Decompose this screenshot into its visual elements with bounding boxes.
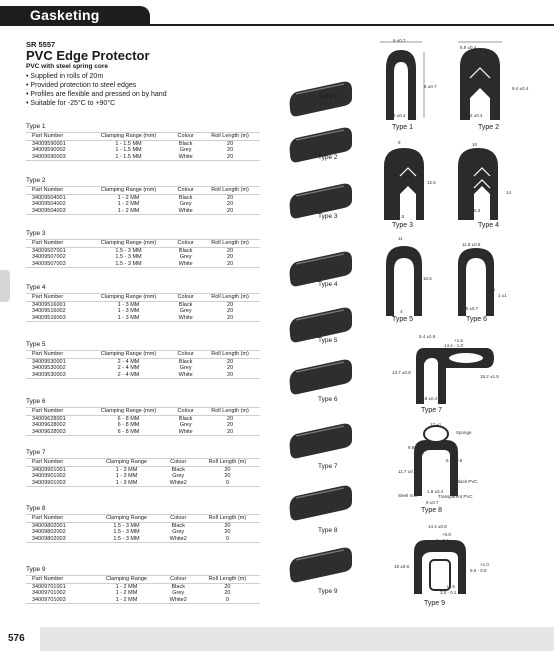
- table-cell: 20: [227, 308, 234, 315]
- column-header: Colour: [162, 576, 195, 584]
- column-header: Colour: [171, 294, 200, 302]
- section-type-label: Type 5: [26, 341, 46, 348]
- column-header: Part Number: [26, 294, 86, 302]
- table-cell: 1 - 3 MM: [115, 466, 138, 473]
- table-cell: Grey: [179, 254, 192, 261]
- table-cell: 20: [224, 522, 231, 529]
- section-type-label: Type 9: [26, 566, 46, 573]
- table-cell: 1 - 3 MM: [117, 308, 140, 315]
- dimension-label: 5.3: [474, 208, 481, 213]
- spec-section: [26, 505, 260, 543]
- dimension-label: Steel Iron: [398, 493, 418, 498]
- table-cell: 20: [227, 358, 234, 365]
- feature-item: • Supplied in rolls of 20m: [26, 73, 104, 80]
- table-cell: 20: [227, 314, 234, 321]
- dimension-label: 4: [400, 309, 403, 314]
- table-row: [26, 315, 260, 322]
- spec-table: [26, 239, 260, 268]
- table-cell: 34009701002: [32, 590, 66, 597]
- dimension-label: 6 ±0.7: [393, 38, 406, 43]
- table-cell: 1 - 2 MM: [117, 201, 140, 208]
- table-cell: 34009530001: [32, 358, 66, 365]
- dimension-label: 9 ±0.7: [426, 500, 439, 505]
- table-cell: Grey: [172, 473, 185, 480]
- table-row: [26, 208, 260, 215]
- table-cell: Black: [178, 140, 193, 147]
- table-cell: Grey: [179, 308, 192, 315]
- header-divider: [0, 24, 554, 26]
- dimension-label: +0.5: [446, 584, 455, 589]
- table-cell: 1.5 - 3 MM: [115, 247, 142, 254]
- table-cell: 6 - 8 MM: [117, 422, 140, 429]
- column-header: Colour: [162, 459, 195, 467]
- feature-item: • Profiles are flexible and pressed on by hand: [26, 91, 167, 98]
- dimension-label: 1.5: [398, 214, 405, 219]
- column-header: Roll Length (m): [200, 351, 260, 359]
- table-cell: 20: [227, 301, 234, 308]
- table-cell: White2: [169, 596, 187, 603]
- table-cell: 20: [227, 147, 234, 154]
- section-type-label: Type 3: [26, 230, 46, 237]
- table-row: [26, 372, 260, 379]
- photo-label: Type 3: [318, 213, 338, 220]
- table-row: [26, 597, 260, 604]
- column-header: Part Number: [26, 576, 91, 584]
- table-cell: 34009504002: [32, 201, 66, 208]
- diagram-label: Type 4: [478, 222, 500, 229]
- table-cell: 34009530003: [32, 371, 66, 378]
- profile-photo: [286, 544, 354, 584]
- photo-label: Type 7: [318, 463, 338, 470]
- table-cell: Black: [171, 522, 185, 529]
- spec-section: [26, 566, 260, 604]
- column-header: Colour: [171, 408, 200, 416]
- dimension-label: Transparent PVC: [438, 494, 473, 499]
- table-cell: 34009901002: [32, 473, 66, 480]
- type4-profile-drawing: [452, 140, 512, 228]
- dimension-label: 6.5 ±0.7: [462, 306, 479, 311]
- table-cell: 1 - 3 MM: [117, 314, 140, 321]
- column-header: Part Number: [26, 240, 86, 248]
- dimension-label: 13.7 ±0.8: [392, 370, 411, 375]
- table-cell: 6 - 8 MM: [117, 428, 140, 435]
- column-header: Clamping Range: [91, 576, 161, 584]
- table-row: [26, 140, 260, 147]
- table-cell: 34009628001: [32, 415, 66, 422]
- column-header: Colour: [171, 187, 200, 195]
- dimension-label: 14.4 ±0.8: [428, 524, 447, 529]
- spec-table: [26, 407, 260, 436]
- photo-label: Type 4: [318, 281, 338, 288]
- product-title: PVC Edge Protector: [26, 48, 150, 63]
- table-header-row: [26, 240, 260, 248]
- table-cell: 20: [227, 207, 234, 214]
- table-cell: White2: [169, 479, 187, 486]
- dimension-label: 3 ±0.6: [472, 52, 485, 57]
- feature-item: • Suitable for -25°C to +90°C: [26, 100, 116, 107]
- dimension-label: 5: [402, 149, 405, 154]
- table-cell: Grey: [172, 529, 185, 536]
- table-cell: 20: [224, 529, 231, 536]
- diagram-label: Type 8: [421, 507, 443, 514]
- dimension-label: 17 ±1: [430, 422, 442, 427]
- table-header-row: [26, 351, 260, 359]
- table-cell: 34009516003: [32, 314, 66, 321]
- photo-label: Type 5: [318, 337, 338, 344]
- product-subtitle: PVC with steel spring core: [26, 63, 108, 70]
- section-type-label: Type 6: [26, 398, 46, 405]
- table-cell: Grey: [179, 201, 192, 208]
- table-row: [26, 583, 260, 590]
- table-cell: 2 - 4 MM: [117, 371, 140, 378]
- dimension-label: 5.8 ±0.6: [446, 458, 463, 463]
- column-header: Colour: [162, 515, 195, 523]
- spec-section: [26, 123, 260, 161]
- dimension-label: 9.8 ±1: [408, 445, 421, 450]
- diagram-label: Type 7: [421, 407, 443, 414]
- table-header-row: [26, 294, 260, 302]
- table-cell: 1.5 - 3 MM: [113, 535, 140, 542]
- column-header: Roll Length (m): [200, 408, 260, 416]
- spec-section: [26, 341, 260, 379]
- table-cell: 20: [227, 194, 234, 201]
- table-cell: 34009516002: [32, 308, 66, 315]
- table-row: [26, 480, 260, 487]
- spec-table: [26, 350, 260, 379]
- dimension-label: 1.8 ±0.4: [421, 396, 438, 401]
- sidebar-tab: [0, 270, 10, 302]
- type8-profile-drawing: [400, 420, 490, 504]
- dimension-label: 18 ±0.8: [394, 564, 409, 569]
- table-row: [26, 301, 260, 308]
- table-cell: Grey: [179, 422, 192, 429]
- spec-table: [26, 575, 260, 604]
- dimension-label: +0.8: [442, 532, 451, 537]
- table-cell: 1.5 - 3 MM: [115, 260, 142, 267]
- section-type-label: Type 2: [26, 177, 46, 184]
- table-header-row: [26, 459, 260, 467]
- profile-photo: [286, 420, 354, 460]
- dimension-label: 9.4 ±0.4: [512, 86, 529, 91]
- table-cell: 20: [227, 371, 234, 378]
- column-header: Clamping Range (mm): [86, 351, 171, 359]
- table-cell: 20: [227, 422, 234, 429]
- table-cell: Black: [178, 301, 193, 308]
- page-number: 576: [8, 633, 25, 644]
- column-header: Roll Length (m): [195, 576, 260, 584]
- table-cell: 0: [225, 535, 229, 542]
- table-header-row: [26, 576, 260, 584]
- table-cell: 34009507002: [32, 254, 66, 261]
- section-type-label: Type 8: [26, 505, 46, 512]
- section-type-label: Type 7: [26, 449, 46, 456]
- column-header: Roll Length (m): [200, 133, 260, 141]
- dimension-label: 6.9 ±0.4: [460, 45, 477, 50]
- table-cell: 20: [227, 254, 234, 261]
- dimension-label: 1.8 ±0.4: [427, 489, 444, 494]
- feature-list: [26, 72, 167, 108]
- table-cell: 20: [227, 201, 234, 208]
- table-cell: Black: [171, 466, 185, 473]
- diagram-label: Type 5: [392, 316, 414, 323]
- diagram-label: Type 6: [466, 316, 488, 323]
- type2-profile-drawing: [452, 38, 522, 126]
- dimension-label: 9.5 - 0.8: [470, 568, 487, 573]
- table-cell: 20: [227, 415, 234, 422]
- column-header: Clamping Range: [91, 515, 161, 523]
- table-cell: 1 - 1.5 MM: [115, 140, 142, 147]
- table-cell: 20: [224, 473, 231, 480]
- photo-label: Type 2: [318, 154, 338, 161]
- table-cell: White: [178, 371, 193, 378]
- table-cell: 34009901003: [32, 479, 66, 486]
- section-type-label: Type 1: [26, 123, 46, 130]
- table-cell: 1 - 3 MM: [115, 479, 138, 486]
- spec-section: [26, 449, 260, 487]
- table-cell: White: [178, 207, 193, 214]
- table-cell: 34009901001: [32, 466, 66, 473]
- table-cell: Black: [178, 358, 193, 365]
- spec-section: [26, 284, 260, 322]
- dimension-label: 14: [506, 190, 512, 195]
- table-row: [26, 522, 260, 529]
- dimension-label: 11.8 ±0.8: [462, 242, 481, 247]
- dimension-label: 1 ±1: [498, 293, 507, 298]
- diagram-label: Type 1: [392, 124, 414, 131]
- column-header: Roll Length (m): [195, 515, 260, 523]
- table-cell: White: [178, 428, 193, 435]
- table-row: [26, 415, 260, 422]
- table-cell: 1 - 3 MM: [117, 301, 140, 308]
- column-header: Part Number: [26, 133, 86, 141]
- dimension-label: Black PVC: [456, 479, 478, 484]
- column-header: Roll Length (m): [200, 294, 260, 302]
- table-header-row: [26, 408, 260, 416]
- column-header: Clamping Range (mm): [86, 240, 171, 248]
- dimension-label: 12.5: [427, 180, 436, 185]
- spec-table: [26, 458, 260, 487]
- spec-table: [26, 293, 260, 322]
- diagram-label: Type 9: [424, 600, 446, 607]
- table-cell: 34009590003: [32, 153, 66, 160]
- table-cell: 34009701001: [32, 583, 66, 590]
- dimension-label: 11: [398, 236, 403, 241]
- dimension-label: 3 ±0.6: [398, 52, 411, 57]
- column-header: Roll Length (m): [200, 240, 260, 248]
- table-cell: 34009516001: [32, 301, 66, 308]
- dimension-label: 2 ±0.4: [393, 113, 406, 118]
- dimension-label: 15.2 ±1.5: [480, 374, 499, 379]
- table-cell: 20: [227, 247, 234, 254]
- dimension-label: 10: [472, 142, 478, 147]
- table-cell: 0: [225, 479, 229, 486]
- table-cell: Black: [171, 583, 185, 590]
- column-header: Clamping Range (mm): [86, 133, 171, 141]
- dimension-label: 16: [490, 287, 496, 292]
- column-header: Part Number: [26, 187, 86, 195]
- type6-profile-drawing: [452, 236, 512, 324]
- table-cell: 34009504001: [32, 194, 66, 201]
- table-cell: White: [178, 260, 193, 267]
- table-cell: Grey: [179, 147, 192, 154]
- feature-item: • Provided protection to steel edges: [26, 82, 137, 89]
- spec-section: [26, 177, 260, 215]
- table-cell: 34009504003: [32, 207, 66, 214]
- column-header: Part Number: [26, 459, 91, 467]
- table-cell: 20: [224, 590, 231, 597]
- table-cell: 1 - 1.5 MM: [115, 153, 142, 160]
- table-cell: Grey: [179, 365, 192, 372]
- column-header: Clamping Range (mm): [86, 294, 171, 302]
- profile-photo: [286, 482, 354, 522]
- column-header: Part Number: [26, 515, 91, 523]
- table-cell: 34009590002: [32, 147, 66, 154]
- table-row: [26, 429, 260, 436]
- table-row: [26, 261, 260, 268]
- column-header: Clamping Range (mm): [86, 408, 171, 416]
- table-row: [26, 154, 260, 161]
- section-type-label: Type 4: [26, 284, 46, 291]
- table-cell: 1.5 - 3 MM: [113, 522, 140, 529]
- column-header: Clamping Range: [91, 459, 161, 467]
- column-header: Roll Length (m): [200, 187, 260, 195]
- diagram-label: Type 2: [478, 124, 500, 131]
- table-cell: 34009628003: [32, 428, 66, 435]
- table-cell: 20: [227, 365, 234, 372]
- dimension-label: 2 ±0.4: [470, 113, 483, 118]
- table-cell: 20: [227, 153, 234, 160]
- profile-photo: [286, 356, 354, 396]
- table-row: [26, 194, 260, 201]
- table-cell: 34009590001: [32, 140, 66, 147]
- table-cell: White2: [169, 535, 187, 542]
- table-cell: 2 - 4 MM: [117, 358, 140, 365]
- table-cell: 34009802003: [32, 535, 66, 542]
- photo-label: Type 9: [318, 588, 338, 595]
- dimension-label: 14.4 - 1.0: [444, 343, 464, 348]
- dimension-label: Sponge: [456, 430, 472, 435]
- dimension-label: 11.7 ±0.8: [398, 469, 417, 474]
- dimension-label: 16.5: [423, 276, 432, 281]
- table-cell: 2 - 4 MM: [117, 365, 140, 372]
- table-cell: Black: [178, 194, 193, 201]
- dimension-label: 6: [476, 156, 479, 161]
- spec-table: [26, 514, 260, 543]
- table-cell: 1 - 2 MM: [117, 207, 140, 214]
- table-cell: 20: [227, 428, 234, 435]
- spec-table: [26, 186, 260, 215]
- table-header-row: [26, 187, 260, 195]
- table-cell: 0: [225, 596, 229, 603]
- column-header: Colour: [171, 351, 200, 359]
- table-cell: 20: [224, 583, 231, 590]
- dimension-label: 3.5 - 0.1: [440, 590, 457, 595]
- table-cell: 1 - 3 MM: [115, 473, 138, 480]
- table-cell: 20: [224, 466, 231, 473]
- table-cell: 1 - 2 MM: [115, 583, 138, 590]
- table-cell: Black: [178, 247, 193, 254]
- table-cell: Black: [178, 415, 193, 422]
- table-cell: 1 - 2 MM: [117, 194, 140, 201]
- product-code: SR 5557: [26, 40, 56, 49]
- table-row: [26, 358, 260, 365]
- table-cell: 34009802002: [32, 529, 66, 536]
- photo-label: Type 1: [318, 93, 338, 100]
- spec-section: [26, 398, 260, 436]
- table-cell: 34009628002: [32, 422, 66, 429]
- table-cell: 34009507001: [32, 247, 66, 254]
- column-header: Part Number: [26, 351, 86, 359]
- table-cell: Grey: [172, 590, 185, 597]
- footer-bar: [40, 627, 554, 651]
- column-header: Roll Length (m): [195, 459, 260, 467]
- dimension-label: +1.6: [454, 338, 463, 343]
- table-cell: 6 - 8 MM: [117, 415, 140, 422]
- dimension-label: 6 - 0.4: [436, 538, 449, 543]
- dimension-label: 5.4 ±0.6: [419, 334, 436, 339]
- table-cell: 34009507003: [32, 260, 66, 267]
- table-row: [26, 536, 260, 543]
- section-header-tab: Gasketing: [0, 6, 150, 25]
- spec-section: [26, 230, 260, 268]
- dimension-label: 6.6: [396, 246, 403, 251]
- photo-label: Type 8: [318, 527, 338, 534]
- column-header: Colour: [171, 133, 200, 141]
- table-cell: 20: [227, 260, 234, 267]
- table-cell: White: [178, 153, 193, 160]
- table-cell: 1 - 2 MM: [115, 596, 138, 603]
- diagram-label: Type 3: [392, 222, 414, 229]
- table-row: [26, 247, 260, 254]
- spec-table: [26, 132, 260, 161]
- column-header: Part Number: [26, 408, 86, 416]
- table-cell: 34009701003: [32, 596, 66, 603]
- table-header-row: [26, 133, 260, 141]
- photo-label: Type 6: [318, 396, 338, 403]
- table-cell: 34009802001: [32, 522, 66, 529]
- table-cell: 34009530002: [32, 365, 66, 372]
- column-header: Clamping Range (mm): [86, 187, 171, 195]
- table-row: [26, 466, 260, 473]
- dimension-label: 9: [398, 140, 401, 145]
- column-header: Colour: [171, 240, 200, 248]
- table-cell: 1 - 1.5 MM: [115, 147, 142, 154]
- table-cell: White: [178, 314, 193, 321]
- table-cell: 1.5 - 3 MM: [113, 529, 140, 536]
- table-cell: 1 - 2 MM: [115, 590, 138, 597]
- dimension-label: 8 ±0.7: [424, 84, 437, 89]
- table-cell: 1.5 - 3 MM: [115, 254, 142, 261]
- table-header-row: [26, 515, 260, 523]
- table-cell: 20: [227, 140, 234, 147]
- dimension-label: +1.0: [480, 562, 489, 567]
